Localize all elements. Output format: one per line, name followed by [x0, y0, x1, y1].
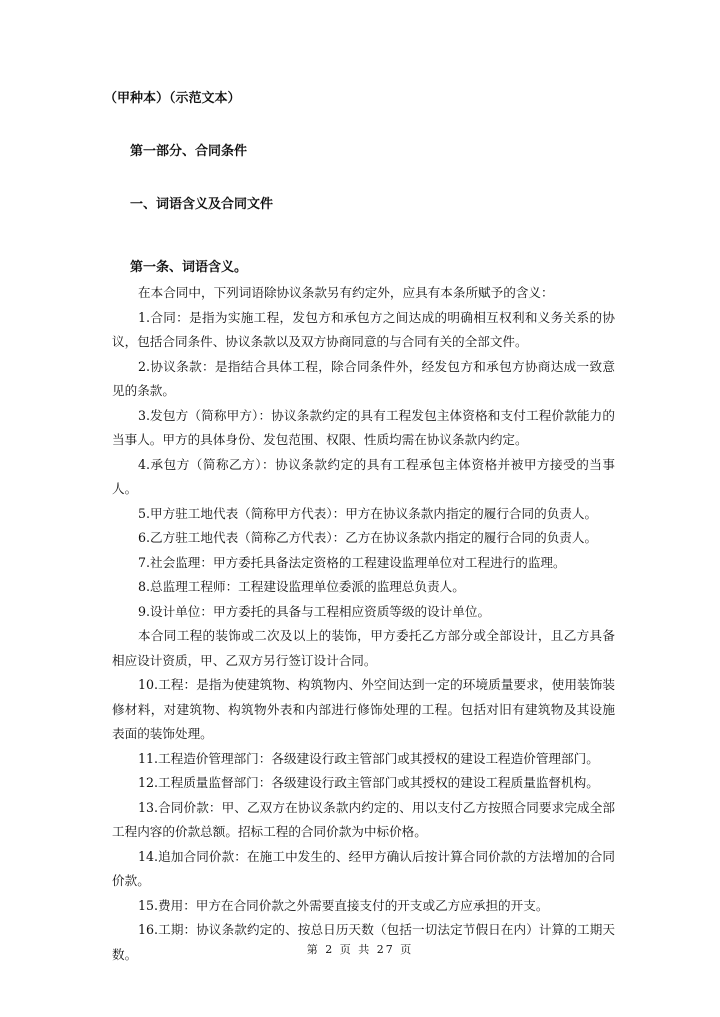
paragraph-definition-3: 3.发包方（简称甲方）：协议条款约定的具有工程发包主体资格和支付工程价款能力的当事人。甲方的具体身份、发包范围、权限、性质均需在协议条款内约定。	[112, 407, 615, 447]
paragraph-definition-13: 13.合同价款：甲、乙双方在协议条款内约定的、用以支付乙方按照合同要求完成全部工程内容的价款总额。招标工程的合同价款为中标价格。	[112, 799, 615, 839]
paragraph-definition-5: 5.甲方驻工地代表（简称甲方代表）：甲方在协议条款内指定的履行合同的负责人。	[138, 505, 598, 521]
paragraph-definition-14: 14.追加合同价款：在施工中发生的、经甲方确认后按计算合同价款的方法增加的合同价款。	[112, 848, 615, 888]
section-title: 一、词语含义及合同文件	[130, 197, 274, 212]
paragraph-definition-2: 2.协议条款：是指结合具体工程，除合同条件外，经发包方和承包方协商达成一致意见的条款。	[112, 358, 615, 398]
paragraph-design-note: 本合同工程的装饰或二次及以上的装饰，甲方委托乙方部分或全部设计，且乙方具备相应设计资质，甲、乙双方另行签订设计合同。	[112, 628, 615, 668]
paragraph-definition-7: 7.社会监理：甲方委托具备法定资格的工程建设监理单位对工程进行的监理。	[138, 554, 566, 570]
paragraph-intro: 在本合同中，下列词语除协议条款另有约定外，应具有本条所赋予的含义：	[138, 285, 554, 300]
paragraph-definition-4: 4.承包方（简称乙方）：协议条款约定的具有工程承包主体资格并被甲方接受的当事人。	[112, 456, 615, 496]
paragraph-definition-9: 9.设计单位：甲方委托的具备与工程相应资质等级的设计单位。	[138, 603, 491, 619]
paragraph-definition-8: 8.总监理工程师：工程建设监理单位委派的监理总负责人。	[138, 579, 465, 594]
page-number-footer: 第 2 页 共 27 页	[306, 943, 414, 956]
paragraph-definition-11: 11.工程造价管理部门：各级建设行政主管部门或其授权的建设工程造价管理部门。	[138, 750, 599, 766]
paragraph-definition-16: 16.工期：协议条款约定的、按总日历天数（包括一切法定节假日在内）计算的工期天数。	[112, 922, 615, 962]
paragraph-definition-15: 15.费用：甲方在合同价款之外需要直接支付的开支或乙方应承担的开支。	[138, 897, 549, 913]
paragraph-definition-1: 1.合同：是指为实施工程，发包方和承包方之间达成的明确相互权利和义务关系的协议，包括合同条件、协议条款以及双方协商同意的与合同有关的全部文件。	[112, 309, 615, 349]
paragraph-definition-10: 10.工程：是指为使建筑物、构筑物内、外空间达到一定的环境质量要求，使用装饰装修材料，对建筑物、构筑物外表和内部进行修饰处理的工程。包括对旧有建筑物及其设施表面的装饰处理。	[112, 677, 615, 741]
paragraph-definition-12: 12.工程质量监督部门：各级建设行政主管部门或其授权的建设工程质量监督机构。	[138, 775, 599, 790]
paragraph-definition-6: 6.乙方驻工地代表（简称乙方代表）：乙方在协议条款内指定的履行合同的负责人。	[138, 530, 598, 545]
document-edition-label: （甲种本）（示范文本）	[104, 91, 241, 106]
part-title: 第一部分、合同条件	[130, 144, 248, 159]
document-body	[104, 90, 615, 967]
article-title: 第一条、词语含义。	[130, 260, 248, 275]
